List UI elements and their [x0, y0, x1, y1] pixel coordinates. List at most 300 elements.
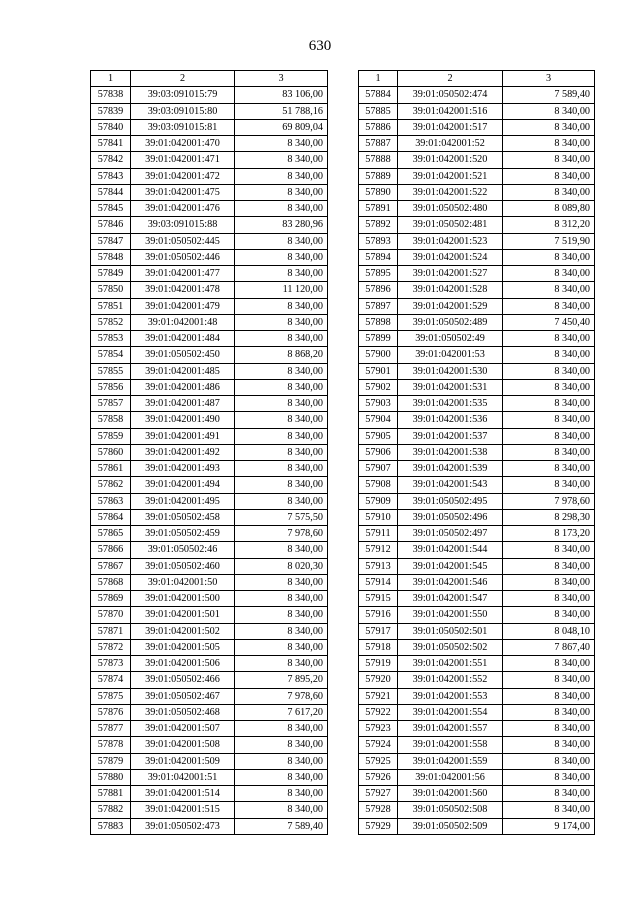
cadastral-value: 8 340,00: [503, 802, 595, 818]
cadastral-value: 8 340,00: [235, 136, 328, 152]
table-row: [359, 509, 595, 525]
table-row: [359, 542, 595, 558]
row-number: 57867: [91, 558, 131, 574]
header-row: [359, 71, 595, 87]
cadastral-value: 8 340,00: [503, 656, 595, 672]
cadastral-value: 8 312,20: [503, 217, 595, 233]
table-row: [359, 737, 595, 753]
table-row: [359, 347, 595, 363]
cadastral-number: 39:01:050502:459: [131, 526, 235, 542]
row-number: 57843: [91, 168, 131, 184]
cadastral-value: 83 280,96: [235, 217, 328, 233]
table-row: [359, 493, 595, 509]
cadastral-number: 39:01:042001:531: [398, 379, 503, 395]
cadastral-value: 8 340,00: [503, 412, 595, 428]
row-number: 57921: [359, 688, 398, 704]
row-number: 57922: [359, 704, 398, 720]
cadastral-value: 8 340,00: [235, 737, 328, 753]
table-row: [91, 769, 328, 785]
row-number: 57869: [91, 591, 131, 607]
cadastral-number: 39:01:042001:486: [131, 379, 235, 395]
cadastral-number: 39:01:042001:471: [131, 152, 235, 168]
cadastral-number: 39:01:050502:481: [398, 217, 503, 233]
cadastral-value: 8 340,00: [503, 721, 595, 737]
cadastral-number: 39:01:042001:479: [131, 298, 235, 314]
table-row: [91, 103, 328, 119]
cadastral-value: 8 340,00: [503, 379, 595, 395]
cadastral-number: 39:01:042001:530: [398, 363, 503, 379]
cadastral-value: 8 340,00: [235, 379, 328, 395]
cadastral-number: 39:01:042001:536: [398, 412, 503, 428]
cadastral-number: 39:01:042001:492: [131, 444, 235, 460]
cadastral-value: 7 617,20: [235, 704, 328, 720]
cadastral-value: 7 575,50: [235, 509, 328, 525]
table-row: [359, 688, 595, 704]
cadastral-value: 8 340,00: [235, 314, 328, 330]
row-number: 57853: [91, 331, 131, 347]
cadastral-number: 39:01:042001:528: [398, 282, 503, 298]
cadastral-number: 39:01:042001:500: [131, 591, 235, 607]
cadastral-value: 8 089,80: [503, 201, 595, 217]
row-number: 57912: [359, 542, 398, 558]
cadastral-number: 39:01:042001:470: [131, 136, 235, 152]
cadastral-value: 8 340,00: [503, 704, 595, 720]
table-row: [91, 721, 328, 737]
row-number: 57929: [359, 818, 398, 834]
cadastral-number: 39:01:042001:493: [131, 461, 235, 477]
table-row: [359, 477, 595, 493]
cadastral-number: 39:01:042001:539: [398, 461, 503, 477]
table-row: [91, 184, 328, 200]
table-row: [359, 786, 595, 802]
row-number: 57872: [91, 639, 131, 655]
cadastral-value: 8 340,00: [503, 444, 595, 460]
row-number: 57852: [91, 314, 131, 330]
cadastral-value: 8 340,00: [235, 152, 328, 168]
cadastral-number: 39:01:042001:53: [398, 347, 503, 363]
cadastral-number: 39:01:042001:516: [398, 103, 503, 119]
row-number: 57874: [91, 672, 131, 688]
row-number: 57838: [91, 87, 131, 103]
table-row: [359, 249, 595, 265]
cadastral-value: 8 340,00: [503, 769, 595, 785]
cadastral-number: 39:03:091015:80: [131, 103, 235, 119]
table-row: [359, 168, 595, 184]
cadastral-number: 39:01:042001:529: [398, 298, 503, 314]
cadastral-number: 39:01:042001:537: [398, 428, 503, 444]
table-row: [359, 217, 595, 233]
row-number: 57927: [359, 786, 398, 802]
table-row: [359, 184, 595, 200]
cadastral-number: 39:01:050502:458: [131, 509, 235, 525]
cadastral-value: 7 978,60: [503, 493, 595, 509]
table-row: [359, 412, 595, 428]
cadastral-value: 11 120,00: [235, 282, 328, 298]
table-row: [91, 558, 328, 574]
cadastral-value: 8 340,00: [503, 282, 595, 298]
table-row: [359, 656, 595, 672]
cadastral-number: 39:01:050502:46: [131, 542, 235, 558]
cadastral-number: 39:01:050502:509: [398, 818, 503, 834]
cadastral-value: 8 340,00: [235, 477, 328, 493]
row-number: 57917: [359, 623, 398, 639]
row-number: 57883: [91, 818, 131, 834]
row-number: 57914: [359, 574, 398, 590]
table-row: [91, 753, 328, 769]
cadastral-number: 39:01:042001:554: [398, 704, 503, 720]
row-number: 57878: [91, 737, 131, 753]
cadastral-number: 39:01:050502:480: [398, 201, 503, 217]
row-number: 57860: [91, 444, 131, 460]
cadastral-number: 39:01:042001:50: [131, 574, 235, 590]
cadastral-value: 8 340,00: [503, 753, 595, 769]
table-row: [359, 87, 595, 103]
row-number: 57897: [359, 298, 398, 314]
cadastral-number: 39:01:042001:553: [398, 688, 503, 704]
table-row: [91, 136, 328, 152]
table-row: [359, 233, 595, 249]
row-number: 57879: [91, 753, 131, 769]
cadastral-value: 8 340,00: [235, 412, 328, 428]
cadastral-number: 39:01:042001:51: [131, 769, 235, 785]
cadastral-number: 39:01:042001:502: [131, 623, 235, 639]
cadastral-value: 7 978,60: [235, 688, 328, 704]
row-number: 57847: [91, 233, 131, 249]
cadastral-value: 8 340,00: [503, 249, 595, 265]
row-number: 57868: [91, 574, 131, 590]
header-row: [91, 71, 328, 87]
row-number: 57899: [359, 331, 398, 347]
row-number: 57906: [359, 444, 398, 460]
table-row: [91, 347, 328, 363]
row-number: 57920: [359, 672, 398, 688]
cadastral-value: 8 340,00: [503, 688, 595, 704]
row-number: 57913: [359, 558, 398, 574]
cadastral-value: 8 340,00: [235, 444, 328, 460]
row-number: 57891: [359, 201, 398, 217]
cadastral-value: 8 048,10: [503, 623, 595, 639]
table-row: [359, 266, 595, 282]
row-number: 57900: [359, 347, 398, 363]
row-number: 57901: [359, 363, 398, 379]
cadastral-number: 39:01:050502:489: [398, 314, 503, 330]
cadastral-value: 9 174,00: [503, 818, 595, 834]
cadastral-number: 39:01:042001:472: [131, 168, 235, 184]
row-number: 57881: [91, 786, 131, 802]
cadastral-number: 39:01:042001:515: [131, 802, 235, 818]
table-row: [359, 282, 595, 298]
cadastral-number: 39:01:042001:524: [398, 249, 503, 265]
table-row: [91, 266, 328, 282]
cadastral-number: 39:01:042001:509: [131, 753, 235, 769]
cadastral-number: 39:01:050502:508: [398, 802, 503, 818]
column-header-cadastral: 2: [131, 71, 235, 87]
cadastral-value: 8 340,00: [235, 396, 328, 412]
cadastral-value: 8 340,00: [235, 331, 328, 347]
table-row: [359, 721, 595, 737]
cadastral-number: 39:01:050502:468: [131, 704, 235, 720]
cadastral-value: 8 340,00: [235, 656, 328, 672]
cadastral-number: 39:01:050502:467: [131, 688, 235, 704]
cadastral-number: 39:01:042001:48: [131, 314, 235, 330]
cadastral-value: 7 978,60: [235, 526, 328, 542]
column-header-cadastral: 2: [398, 71, 503, 87]
table-row: [91, 672, 328, 688]
table-row: [91, 509, 328, 525]
cadastral-value: 8 868,20: [235, 347, 328, 363]
cadastral-number: 39:03:091015:79: [131, 87, 235, 103]
row-number: 57898: [359, 314, 398, 330]
cadastral-value: 8 340,00: [503, 331, 595, 347]
column-header-value: 3: [235, 71, 328, 87]
cadastral-value: 8 340,00: [235, 201, 328, 217]
row-number: 57876: [91, 704, 131, 720]
cadastral-value: 8 340,00: [503, 591, 595, 607]
row-number: 57908: [359, 477, 398, 493]
row-number: 57863: [91, 493, 131, 509]
cadastral-number: 39:01:042001:523: [398, 233, 503, 249]
cadastral-number: 39:01:042001:520: [398, 152, 503, 168]
cadastral-value: 7 519,90: [503, 233, 595, 249]
page-number: 630: [308, 38, 332, 54]
row-number: 57850: [91, 282, 131, 298]
cadastral-value: 8 340,00: [235, 607, 328, 623]
cadastral-number: 39:01:042001:475: [131, 184, 235, 200]
table-row: [91, 786, 328, 802]
cadastral-value: 8 340,00: [503, 103, 595, 119]
table-row: [91, 574, 328, 590]
table-row: [359, 444, 595, 460]
cadastral-number: 39:01:042001:484: [131, 331, 235, 347]
cadastral-value: 8 340,00: [503, 574, 595, 590]
cadastral-value: 8 340,00: [503, 152, 595, 168]
row-number: 57886: [359, 119, 398, 135]
cadastral-value: 8 340,00: [503, 607, 595, 623]
cadastral-value: 8 340,00: [235, 769, 328, 785]
cadastral-number: 39:01:050502:496: [398, 509, 503, 525]
cadastral-value: 7 867,40: [503, 639, 595, 655]
cadastral-value: 8 340,00: [235, 363, 328, 379]
table-row: [91, 461, 328, 477]
row-number: 57890: [359, 184, 398, 200]
row-number: 57892: [359, 217, 398, 233]
row-number: 57877: [91, 721, 131, 737]
table-row: [91, 428, 328, 444]
column-header-number: 1: [359, 71, 398, 87]
table-row: [359, 672, 595, 688]
cadastral-number: 39:01:050502:474: [398, 87, 503, 103]
table-row: [91, 477, 328, 493]
cadastral-value: 8 340,00: [503, 184, 595, 200]
row-number: 57842: [91, 152, 131, 168]
row-number: 57887: [359, 136, 398, 152]
table-row: [91, 298, 328, 314]
cadastral-value: 8 340,00: [235, 168, 328, 184]
table-row: [91, 493, 328, 509]
cadastral-number: 39:01:042001:522: [398, 184, 503, 200]
cadastral-number: 39:01:042001:560: [398, 786, 503, 802]
table-row: [91, 233, 328, 249]
row-number: 57865: [91, 526, 131, 542]
cadastral-value: 7 589,40: [503, 87, 595, 103]
cadastral-value: 8 298,30: [503, 509, 595, 525]
row-number: 57909: [359, 493, 398, 509]
table-row: [359, 607, 595, 623]
cadastral-number: 39:01:050502:497: [398, 526, 503, 542]
table-row: [91, 119, 328, 135]
cadastral-number: 39:01:042001:56: [398, 769, 503, 785]
cadastral-value: 51 788,16: [235, 103, 328, 119]
cadastral-number: 39:01:042001:508: [131, 737, 235, 753]
cadastral-value: 8 340,00: [503, 786, 595, 802]
row-number: 57919: [359, 656, 398, 672]
row-number: 57926: [359, 769, 398, 785]
cadastral-value: 69 809,04: [235, 119, 328, 135]
cadastral-number: 39:03:091015:88: [131, 217, 235, 233]
row-number: 57871: [91, 623, 131, 639]
row-number: 57839: [91, 103, 131, 119]
row-number: 57866: [91, 542, 131, 558]
table-row: [91, 623, 328, 639]
table-row: [359, 136, 595, 152]
row-number: 57841: [91, 136, 131, 152]
cadastral-value: 8 340,00: [503, 542, 595, 558]
row-number: 57902: [359, 379, 398, 395]
table-row: [91, 217, 328, 233]
cadastral-number: 39:01:042001:517: [398, 119, 503, 135]
cadastral-value: 8 340,00: [235, 542, 328, 558]
row-number: 57849: [91, 266, 131, 282]
cadastral-number: 39:01:042001:477: [131, 266, 235, 282]
cadastral-number: 39:01:042001:494: [131, 477, 235, 493]
cadastral-value: 7 589,40: [235, 818, 328, 834]
table-row: [359, 623, 595, 639]
table-row: [359, 119, 595, 135]
table-row: [359, 152, 595, 168]
cadastral-value: 8 340,00: [503, 363, 595, 379]
cadastral-value: 8 340,00: [235, 493, 328, 509]
table-row: [359, 704, 595, 720]
cadastral-value: 8 340,00: [503, 558, 595, 574]
row-number: 57894: [359, 249, 398, 265]
cadastral-number: 39:01:042001:490: [131, 412, 235, 428]
cadastral-value: 7 895,20: [235, 672, 328, 688]
cadastral-value: 8 340,00: [235, 233, 328, 249]
cadastral-number: 39:01:050502:450: [131, 347, 235, 363]
table-row: [359, 461, 595, 477]
cadastral-value: 8 340,00: [503, 477, 595, 493]
cadastral-number: 39:01:050502:445: [131, 233, 235, 249]
row-number: 57845: [91, 201, 131, 217]
cadastral-value: 8 340,00: [235, 266, 328, 282]
row-number: 57875: [91, 688, 131, 704]
right-register-table: [358, 70, 595, 835]
table-row: [91, 542, 328, 558]
row-number: 57864: [91, 509, 131, 525]
cadastral-value: 8 340,00: [235, 591, 328, 607]
row-number: 57856: [91, 379, 131, 395]
cadastral-value: 8 340,00: [235, 786, 328, 802]
cadastral-value: 8 340,00: [503, 119, 595, 135]
table-row: [359, 298, 595, 314]
table-row: [91, 331, 328, 347]
table-row: [91, 201, 328, 217]
cadastral-number: 39:01:042001:558: [398, 737, 503, 753]
row-number: 57928: [359, 802, 398, 818]
table-row: [91, 656, 328, 672]
table-row: [359, 802, 595, 818]
row-number: 57840: [91, 119, 131, 135]
table-row: [359, 103, 595, 119]
table-row: [359, 591, 595, 607]
table-row: [359, 818, 595, 834]
table-row: [359, 428, 595, 444]
cadastral-value: 8 340,00: [235, 184, 328, 200]
table-row: [359, 201, 595, 217]
cadastral-number: 39:01:042001:52: [398, 136, 503, 152]
row-number: 57923: [359, 721, 398, 737]
cadastral-value: 7 450,40: [503, 314, 595, 330]
table-row: [91, 314, 328, 330]
row-number: 57910: [359, 509, 398, 525]
cadastral-value: 8 340,00: [503, 136, 595, 152]
cadastral-number: 39:03:091015:81: [131, 119, 235, 135]
cadastral-value: 8 340,00: [503, 396, 595, 412]
cadastral-number: 39:01:042001:495: [131, 493, 235, 509]
column-header-number: 1: [91, 71, 131, 87]
cadastral-number: 39:01:050502:466: [131, 672, 235, 688]
row-number: 57861: [91, 461, 131, 477]
cadastral-number: 39:01:050502:473: [131, 818, 235, 834]
cadastral-value: 8 340,00: [235, 298, 328, 314]
left-register-table: [90, 70, 328, 835]
row-number: 57916: [359, 607, 398, 623]
table-row: [91, 379, 328, 395]
cadastral-value: 8 340,00: [503, 737, 595, 753]
cadastral-number: 39:01:050502:49: [398, 331, 503, 347]
table-row: [91, 152, 328, 168]
cadastral-number: 39:01:050502:502: [398, 639, 503, 655]
row-number: 57870: [91, 607, 131, 623]
row-number: 57915: [359, 591, 398, 607]
row-number: 57858: [91, 412, 131, 428]
table-row: [91, 802, 328, 818]
table-row: [91, 607, 328, 623]
cadastral-value: 8 340,00: [503, 461, 595, 477]
table-row: [91, 818, 328, 834]
table-row: [359, 753, 595, 769]
cadastral-value: 8 340,00: [235, 249, 328, 265]
cadastral-number: 39:01:042001:521: [398, 168, 503, 184]
table-row: [359, 379, 595, 395]
cadastral-number: 39:01:042001:501: [131, 607, 235, 623]
cadastral-number: 39:01:042001:505: [131, 639, 235, 655]
table-row: [91, 87, 328, 103]
cadastral-number: 39:01:042001:514: [131, 786, 235, 802]
row-number: 57924: [359, 737, 398, 753]
cadastral-number: 39:01:042001:527: [398, 266, 503, 282]
cadastral-number: 39:01:042001:551: [398, 656, 503, 672]
cadastral-number: 39:01:042001:476: [131, 201, 235, 217]
cadastral-value: 8 340,00: [235, 802, 328, 818]
table-row: [91, 737, 328, 753]
table-row: [91, 168, 328, 184]
table-row: [359, 558, 595, 574]
cadastral-number: 39:01:042001:546: [398, 574, 503, 590]
table-row: [359, 396, 595, 412]
table-row: [359, 574, 595, 590]
row-number: 57857: [91, 396, 131, 412]
